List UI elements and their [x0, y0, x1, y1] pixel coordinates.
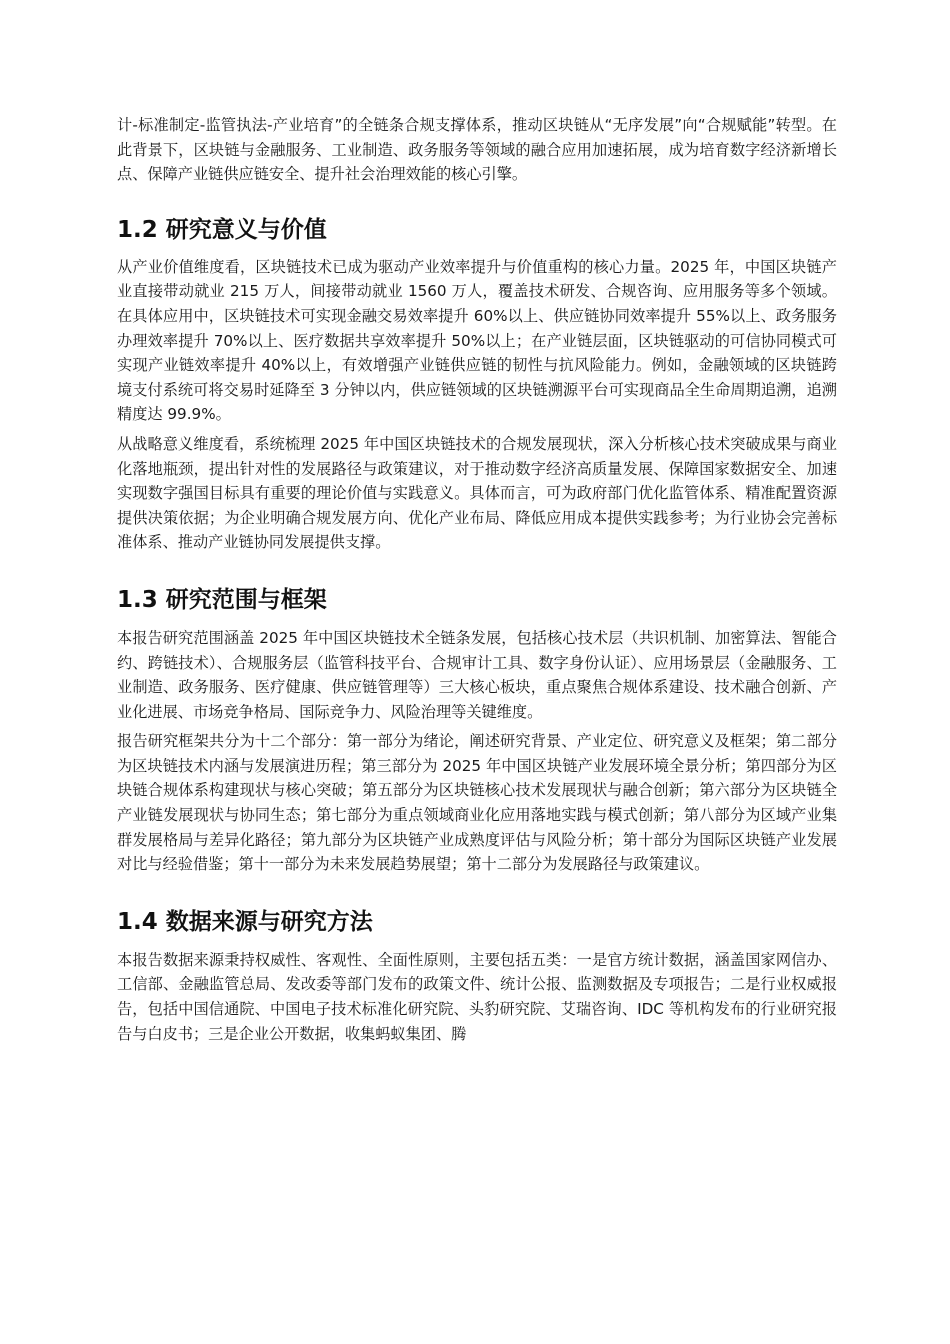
section-heading-1-3: 1.3 研究范围与框架	[117, 586, 327, 613]
section-1-2-paragraph-2: 从战略意义维度看，系统梳理 2025 年中国区块链技术的合规发展现状，深入分析核心技术突破成果与商业化落地瓶颈，提出针对性的发展路径与政策建议，对于推动数字经济高质量发展、保障国家数据安全、加速实现数字强国目标具有重要的理论价值与实践意义。具体而言，可为政府部门优化监管体系、精准配置资源提供决策依据；为企业明确合规发展方向、优化产业布局、降低应用成本提供实践参考；为行业协会完善标准体系、推动产业链协同发展提供支撑。	[117, 434, 837, 552]
intro-tail-paragraph: 计-标准制定-监管执法-产业培育”的全链条合规支撑体系，推动区块链从“无序发展”向“合规赋能”转型。在此背景下，区块链与金融服务、工业制造、政务服务等领域的融合应用加速拓展，成为培育数字经济新增长点、保障产业链供应链安全、提升社会治理效能的核心引擎。	[117, 116, 837, 184]
section-1-4-paragraph-1: 本报告数据来源秉持权威性、客观性、全面性原则，主要包括五类：一是官方统计数据，涵盖国家网信办、工信部、金融监管总局、发改委等部门发布的政策文件、统计公报、监测数据及专项报告；二是行业权威报告，包括中国信通院、中国电子技术标准化研究院、头豹研究院、艾瑞咨询、IDC 等机构发布的行业研究报告与白皮书；三是企业公开数据，收集蚂蚁集团、腾	[117, 950, 837, 1043]
document-page	[117, 113, 837, 1046]
section-1-2-paragraph-1: 从产业价值维度看，区块链技术已成为驱动产业效率提升与价值重构的核心力量。2025 年，中国区块链产业直接带动就业 215 万人，间接带动就业 1560 万人，覆盖技术研发、合规咨询、应用服务等多个领域。在具体应用中，区块链技术可实现金融交易效率提升 60%以上、供应链协同效率提升 55%以上、政务服务办理效率提升 70%以上、医疗数据共享效率提升 50%以上；在产业链层面，区块链驱动的可信协同模式可实现产业链效率提升 40%以上，有效增强产业链供应链的韧性与抗风险能力。例如，金融领域的区块链跨境支付系统可将交易时延降至 3 分钟以内，供应链领域的区块链溯源平台可实现商品全生命周期追溯，追溯精度达 99.9%。	[117, 257, 837, 424]
section-heading-1-2: 1.2 研究意义与价值	[117, 216, 327, 243]
section-1-3-paragraph-2: 报告研究框架共分为十二个部分：第一部分为绪论，阐述研究背景、产业定位、研究意义及框架；第二部分为区块链技术内涵与发展演进历程；第三部分为 2025 年中国区块链产业发展环境全景分析；第四部分为区块链合规体系构建现状与核心突破；第五部分为区块链核心技术发展现状与融合创新；第六部分为区块链全产业链发展现状与协同生态；第七部分为重点领域商业化应用落地实践与模式创新；第八部分为区域产业集群发展格局与差异化路径；第九部分为区块链产业成熟度评估与风险分析；第十部分为国际区块链产业发展对比与经验借鉴；第十一部分为未来发展趋势展望；第十二部分为发展路径与政策建议。	[117, 732, 837, 874]
section-heading-1-4: 1.4 数据来源与研究方法	[117, 908, 373, 935]
section-1-3-paragraph-1: 本报告研究范围涵盖 2025 年中国区块链技术全链条发展，包括核心技术层（共识机制、加密算法、智能合约、跨链技术）、合规服务层（监管科技平台、合规审计工具、数字身份认证）、应用场景层（金融服务、工业制造、政务服务、医疗健康、供应链管理等）三大核心板块，重点聚焦合规体系建设、技术融合创新、产业化进展、市场竞争格局、国际竞争力、风险治理等关键维度。	[117, 628, 837, 721]
